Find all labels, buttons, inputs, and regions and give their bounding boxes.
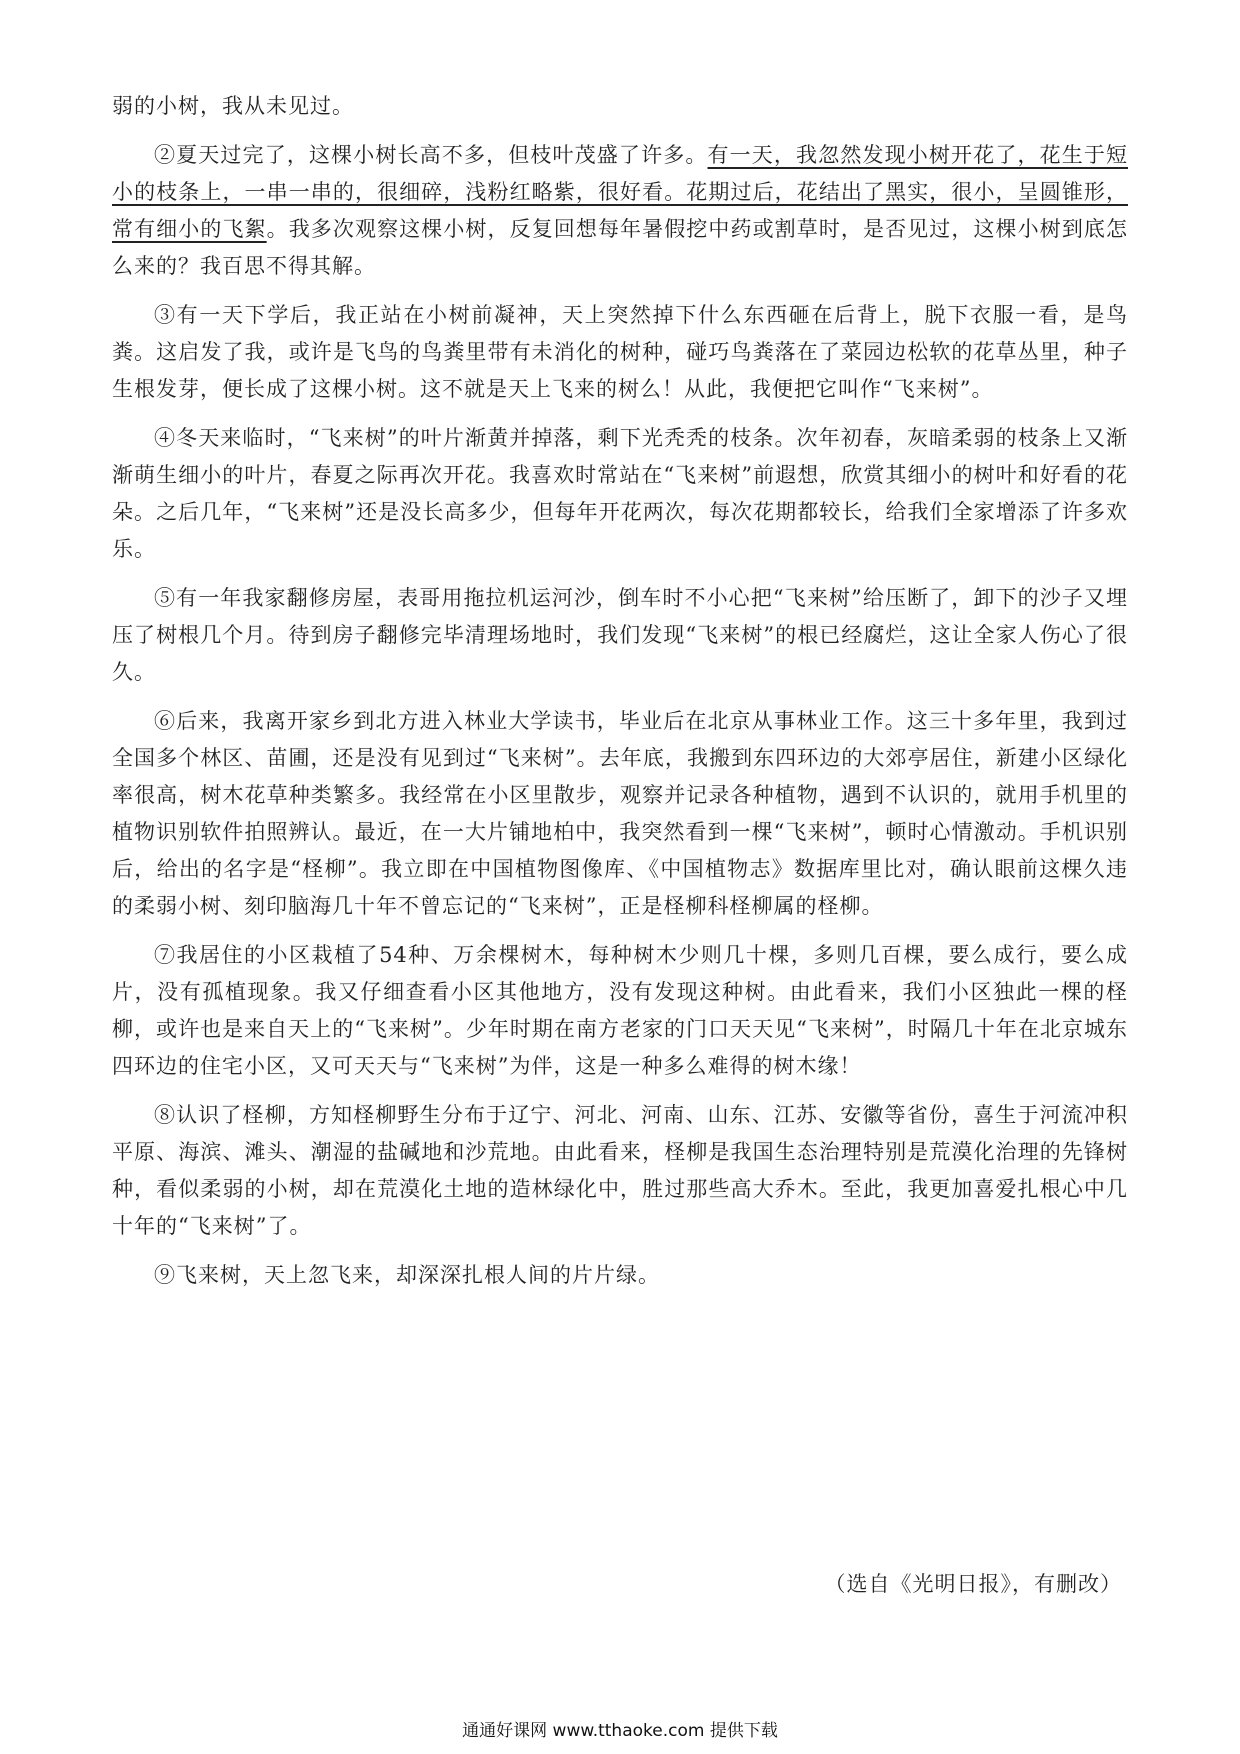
- paragraph-9: ⑨飞来树，天上忽飞来，却深深扎根人间的片片绿。: [154, 1263, 660, 1287]
- paragraph-3: ③有一天下学后，我正站在小树前凝神，天上突然掉下什么东西砸在后背上，脱下衣服一看，是鸟粪。这启发了我，或许是飞鸟的鸟粪里带有未消化的树种，碰巧鸟粪落在了菜园边松软的花草丛里，种子生根发芽，便长成了这棵小树。这不就是天上飞来的树么！从此，我便把它叫作“飞来树”。: [112, 303, 1128, 401]
- underlined-sentence: 有一天，我忽然发现小树开花了，花生于短小的枝条上，一串一串的，很细碎，浅粉红略紫，很好看。花期过后，花结出了黑实，很小，呈圆锥形，常有细小的飞絮: [112, 143, 1129, 241]
- paragraph-1-continued: 弱的小树，我从未见过。: [112, 94, 354, 118]
- article-body: [112, 88, 1128, 1306]
- paragraph-8: ⑧认识了柽柳，方知柽柳野生分布于辽宁、河北、河南、山东、江苏、安徽等省份，喜生于河流冲积平原、海滨、滩头、潮湿的盐碱地和沙荒地。由此看来，柽柳是我国生态治理特别是荒漠化治理的先锋树种，看似柔弱的小树，却在荒漠化土地的造林绿化中，胜过那些高大乔木。至此，我更加喜爱扎根心中几十年的“飞来树”了。: [112, 1103, 1128, 1238]
- paragraph-5: ⑤有一年我家翻修房屋，表哥用拖拉机运河沙，倒车时不小心把“飞来树”给压断了，卸下的沙子又埋压了树根几个月。待到房子翻修完毕清理场地时，我们发现“飞来树”的根已经腐烂，这让全家人伤心了很久。: [112, 586, 1128, 684]
- paragraph-2-lead: ②夏天过完了，这棵小树长高不多，但枝叶茂盛了许多。: [154, 143, 708, 167]
- paragraph-4: ④冬天来临时，“飞来树”的叶片渐黄并掉落，剩下光秃秃的枝条。次年初春，灰暗柔弱的枝条上又渐渐萌生细小的叶片，春夏之际再次开花。我喜欢时常站在“飞来树”前遐想，欣赏其细小的树叶和好看的花朵。之后几年，“飞来树”还是没长高多少，但每年开花两次，每次花期都较长，给我们全家增添了许多欢乐。: [112, 426, 1128, 561]
- source-citation: （选自《光明日报》，有删改）: [824, 1572, 1122, 1596]
- paragraph-7: ⑦我居住的小区栽植了54种、万余棵树木，每种树木少则几十棵，多则几百棵，要么成行，要么成片，没有孤植现象。我又仔细查看小区其他地方，没有发现这种树。由此看来，我们小区独此一棵的柽柳，或许也是来自天上的“飞来树”。少年时期在南方老家的门口天天见“飞来树”，时隔几十年在北京城东四环边的住宅小区，又可天天与“飞来树”为伴，这是一种多么难得的树木缘！: [112, 943, 1128, 1078]
- paragraph-2: [112, 137, 1128, 285]
- paragraph-6: ⑥后来，我离开家乡到北方进入林业大学读书，毕业后在北京从事林业工作。这三十多年里，我到过全国多个林区、苗圃，还是没有见到过“飞来树”。去年底，我搬到东四环边的大郊亭居住，新建小区绿化率很高，树木花草种类繁多。我经常在小区里散步，观察并记录各种植物，遇到不认识的，就用手机里的植物识别软件拍照辨认。最近，在一大片铺地柏中，我突然看到一棵“飞来树”，顿时心情激动。手机识别后，给出的名字是“柽柳”。我立即在中国植物图像库、《中国植物志》数据库里比对，确认眼前这棵久违的柔弱小树、刻印脑海几十年不曾忘记的“飞来树”，正是柽柳科柽柳属的柽柳。: [112, 709, 1128, 918]
- paragraph-2-tail: 。我多次观察这棵小树，反复回想每年暑假挖中药或割草时，是否见过，这棵小树到底怎么来的？我百思不得其解。: [112, 217, 1128, 278]
- page-footer: 通通好课网 www.tthaoke.com 提供下载: [462, 1721, 778, 1741]
